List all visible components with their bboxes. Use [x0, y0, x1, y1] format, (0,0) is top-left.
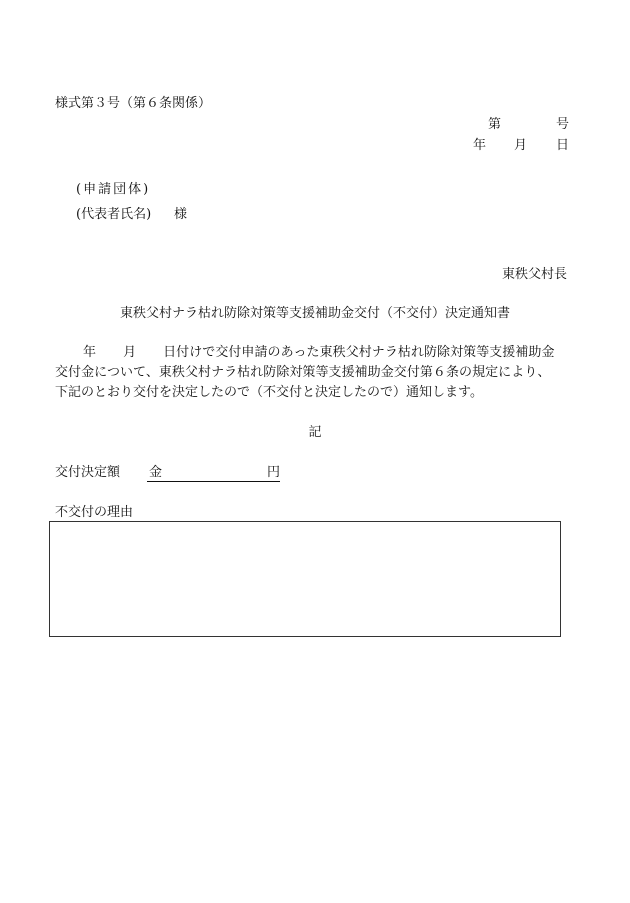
- date-year: 年: [473, 138, 487, 153]
- honorific: 様: [174, 207, 188, 222]
- form-number: 様式第３号（第６条関係）: [55, 96, 212, 111]
- issuer: 東秩父村長: [501, 267, 567, 282]
- representative-name: (代表者氏名): [76, 207, 152, 222]
- non-grant-reason-label: 不交付の理由: [55, 505, 134, 520]
- non-grant-reason-box: [49, 521, 561, 637]
- grant-amount-field: [147, 466, 280, 482]
- amount-kin: 金: [149, 465, 163, 480]
- body-line1-text: 日付けで交付申請のあった東秩父村ナラ枯れ防除対策等支援補助金: [163, 345, 555, 360]
- applicant-organization: (申請団体): [76, 182, 151, 197]
- document-title: 東秩父村ナラ枯れ防除対策等支援補助金交付（不交付）決定通知書: [119, 306, 510, 321]
- date-month: 月: [514, 138, 528, 153]
- date-day: 日: [556, 138, 570, 153]
- ki-heading: 記: [308, 425, 322, 440]
- amount-yen: 円: [266, 465, 280, 480]
- body-paragraph-line-1: [55, 346, 555, 359]
- grant-amount-label: 交付決定額: [55, 465, 121, 480]
- body-month: 月: [123, 345, 137, 360]
- body-paragraph-line-2: 交付金について、東秩父村ナラ枯れ防除対策等支援補助金交付第６条の規定により、: [55, 365, 551, 380]
- document-number-suffix: 号: [556, 117, 570, 132]
- body-paragraph-line-3: 下記のとおり交付を決定したので（不交付と決定したので）通知します。: [55, 385, 483, 400]
- body-year: 年: [83, 345, 97, 360]
- document-number-prefix: 第: [488, 117, 502, 132]
